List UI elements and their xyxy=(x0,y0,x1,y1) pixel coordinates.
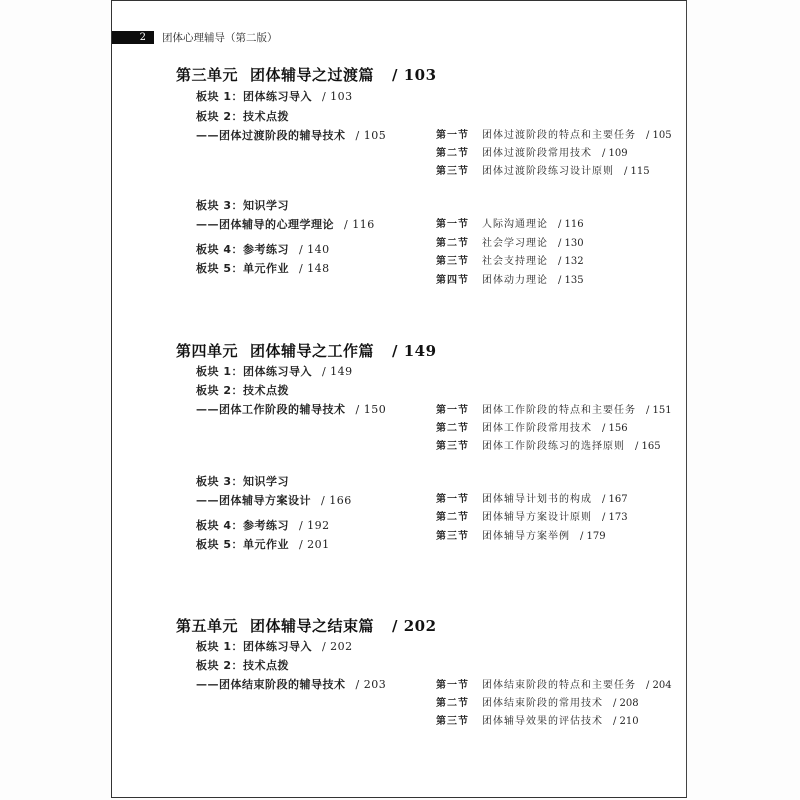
page-number: 2 xyxy=(112,31,154,44)
toc-block: 板块 1：团体练习导入 / 103 xyxy=(196,90,353,103)
unit-page: / 149 xyxy=(392,342,437,360)
toc-block: 板块 1：团体练习导入 / 202 xyxy=(196,640,353,653)
toc-section: 第二节 团体过渡阶段常用技术 / 109 xyxy=(436,148,628,159)
toc-block: 板块 4：参考练习 / 140 xyxy=(196,243,330,256)
unit-number: 第四单元 xyxy=(176,342,239,360)
toc-block: 板块 3：知识学习 xyxy=(196,199,289,212)
unit-number: 第五单元 xyxy=(176,617,239,635)
toc-section: 第一节 人际沟通理论 / 116 xyxy=(436,219,584,230)
unit-5-title xyxy=(176,615,437,636)
toc-block: ——团体辅导的心理学理论 / 116 xyxy=(196,218,375,231)
toc-section: 第三节 团体辅导方案举例 / 179 xyxy=(436,531,606,542)
toc-section: 第二节 团体工作阶段常用技术 / 156 xyxy=(436,423,628,434)
book-title: 团体心理辅导（第二版） xyxy=(162,32,278,44)
toc-section: 第三节 团体工作阶段练习的选择原则 / 165 xyxy=(436,441,661,452)
unit-3-title xyxy=(176,64,437,85)
toc-section: 第二节 团体辅导方案设计原则 / 173 xyxy=(436,512,628,523)
toc-block: ——团体工作阶段的辅导技术 / 150 xyxy=(196,403,387,416)
toc-section: 第三节 团体辅导效果的评估技术 / 210 xyxy=(436,716,639,727)
unit-subtitle: 团体辅导之工作篇 xyxy=(250,342,375,360)
unit-4-title xyxy=(176,340,437,361)
toc-block: 板块 5：单元作业 / 201 xyxy=(196,538,330,551)
toc-section: 第一节 团体结束阶段的特点和主要任务 / 204 xyxy=(436,680,672,691)
toc-section: 第二节 社会学习理论 / 130 xyxy=(436,238,584,249)
toc-block: 板块 1：团体练习导入 / 149 xyxy=(196,365,353,378)
toc-block: 板块 2：技术点拨 xyxy=(196,659,289,672)
toc-section: 第一节 团体过渡阶段的特点和主要任务 / 105 xyxy=(436,130,672,141)
toc-block: 板块 2：技术点拨 xyxy=(196,384,289,397)
toc-section: 第一节 团体辅导计划书的构成 / 167 xyxy=(436,494,628,505)
unit-page: / 103 xyxy=(392,66,437,84)
toc-block: ——团体辅导方案设计 / 166 xyxy=(196,494,352,507)
unit-page: / 202 xyxy=(392,617,437,635)
unit-number: 第三单元 xyxy=(176,66,239,84)
toc-section: 第三节 社会支持理论 / 132 xyxy=(436,256,584,267)
toc-block: ——团体结束阶段的辅导技术 / 203 xyxy=(196,678,387,691)
toc-block: 板块 2：技术点拨 xyxy=(196,110,289,123)
toc-section: 第三节 团体过渡阶段练习设计原则 / 115 xyxy=(436,166,650,177)
toc-block: 板块 4：参考练习 / 192 xyxy=(196,519,330,532)
unit-subtitle: 团体辅导之过渡篇 xyxy=(250,66,375,84)
unit-subtitle: 团体辅导之结束篇 xyxy=(250,617,375,635)
toc-section: 第一节 团体工作阶段的特点和主要任务 / 151 xyxy=(436,405,672,416)
toc-block: 板块 5：单元作业 / 148 xyxy=(196,262,330,275)
running-head xyxy=(112,31,278,44)
toc-section: 第二节 团体结束阶段的常用技术 / 208 xyxy=(436,698,639,709)
toc-block: 板块 3：知识学习 xyxy=(196,475,289,488)
toc-section: 第四节 团体动力理论 / 135 xyxy=(436,275,584,286)
toc-block: ——团体过渡阶段的辅导技术 / 105 xyxy=(196,129,387,142)
